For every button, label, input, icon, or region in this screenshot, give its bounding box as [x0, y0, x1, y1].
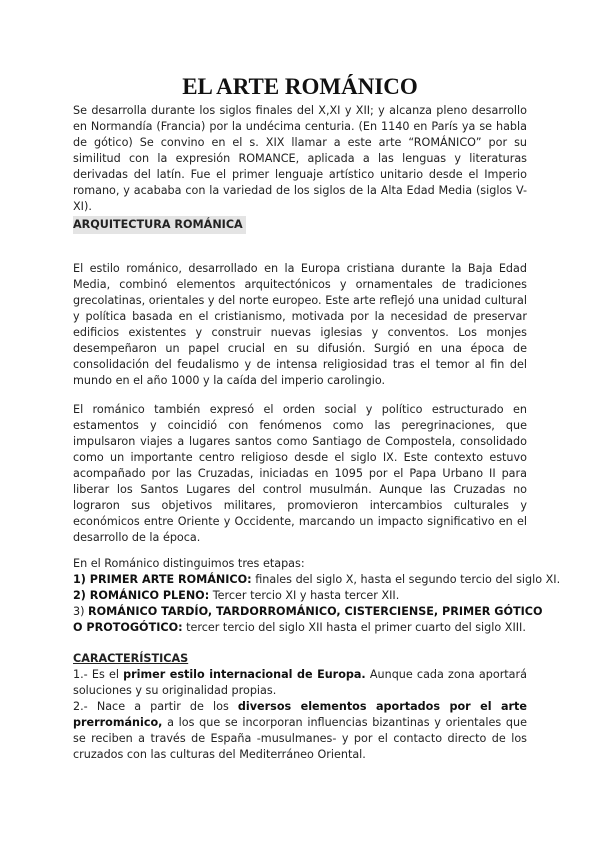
characteristic-1-pre: 1.- Es el — [73, 668, 124, 681]
architecture-paragraph-1: El estilo románico, desarrollado en la Europa cristiana durante la Baja Edad Media, combinó elementos arquitectónicos y ornamentales de tradiciones grecolatinas, orientales y del norte europeo. Este arte reflejó una unidad cultural y política basada en el cristianismo, motivada por la necesidad de preservar edificios existentes y construir nuevas iglesias y conventos. Los monjes desempeñaron un papel crucial en su difusión. Surgió en una época de consolidación del feudalismo y de intensa religiosidad tras el temor al fin del mundo en el año 1000 y la caída del imperio carolingio. — [73, 262, 527, 387]
stage-3-text: tercer tercio del siglo XII hasta el primer cuarto del siglo XIII. — [182, 621, 526, 634]
stage-2-label: 2) ROMÁNICO PLENO: — [73, 589, 210, 602]
stages-intro: En el Románico distinguimos tres etapas: — [73, 557, 305, 570]
stage-3-label-a: ROMÁNICO TARDÍO, TARDORROMÁNICO, CISTERCIENSE, PRIMER GÓTICO — [88, 605, 543, 618]
stage-2-text: Tercer tercio XI y hasta tercer XII. — [209, 589, 400, 602]
characteristic-1-post: Aunque cada zona aportará soluciones y su originalidad propias. — [73, 668, 527, 697]
characteristic-1 — [73, 667, 527, 699]
stages-list — [73, 556, 561, 636]
characteristic-2-bold: diversos elementos aportados por el arte prerrománico, — [73, 700, 527, 729]
stage-3-cont — [73, 620, 527, 636]
characteristic-2-post: a los que se incorporan influencias bizantinas y orientales que se reciben a través de España -musulmanes- y por el contacto directo de los cruzados con las culturas del Mediterráneo Oriental. — [73, 716, 527, 761]
stage-3-label-b: O PROTOGÓTICO: — [73, 621, 183, 634]
stage-3-number: 3) — [73, 605, 89, 618]
intro-paragraph: Se desarrolla durante los siglos finales del X,XI y XII; y alcanza pleno desarrollo en Normandía (Francia) por la undécima centuria. (En 1140 en París ya se habla de gótico) Se convino en el s. XIX llamar a este arte “ROMÁNICO” por su similitud con la expresión ROMANCE, aplicada a las lenguas y literaturas derivadas del latín. Fue el primer lenguaje artístico unitario desde el Imperio romano, y acababa con la variedad de los siglos de la Alta Edad Media (siglos V-XI). — [73, 104, 527, 213]
architecture-heading: ARQUITECTURA ROMÁNICA — [73, 216, 246, 234]
page-title: EL ARTE ROMÁNICO — [182, 74, 418, 99]
stage-1 — [73, 572, 561, 588]
architecture-paragraph-2: El románico también expresó el orden social y político estructurado en estamentos y coincidió con fenómenos como las peregrinaciones, que impulsaron viajes a lugares santos como Santiago de Compostela, consolidado como un importante centro religioso desde el siglo IX. Este contexto estuvo acompañado por las Cruzadas, iniciadas en 1095 por el Papa Urbano II para liberar los Santos Lugares del control musulmán. Aunque las Cruzadas no lograron sus objetivos militares, promovieron intercambios culturales y económicos entre Oriente y Occidente, marcando un impacto significativo en el desarrollo de la época. — [73, 403, 527, 544]
characteristic-2 — [73, 699, 527, 763]
stage-1-label: 1) PRIMER ARTE ROMÁNICO: — [73, 573, 252, 586]
stage-2 — [73, 588, 527, 604]
stage-1-text: finales del siglo X, hasta el segundo tercio del siglo XI. — [251, 573, 561, 586]
characteristic-2-pre: 2.- Nace a partir de los — [73, 700, 238, 713]
characteristic-1-bold: primer estilo internacional de Europa. — [123, 668, 366, 681]
characteristics-heading: CARACTERÍSTICAS — [73, 652, 189, 665]
stage-3 — [73, 604, 543, 620]
